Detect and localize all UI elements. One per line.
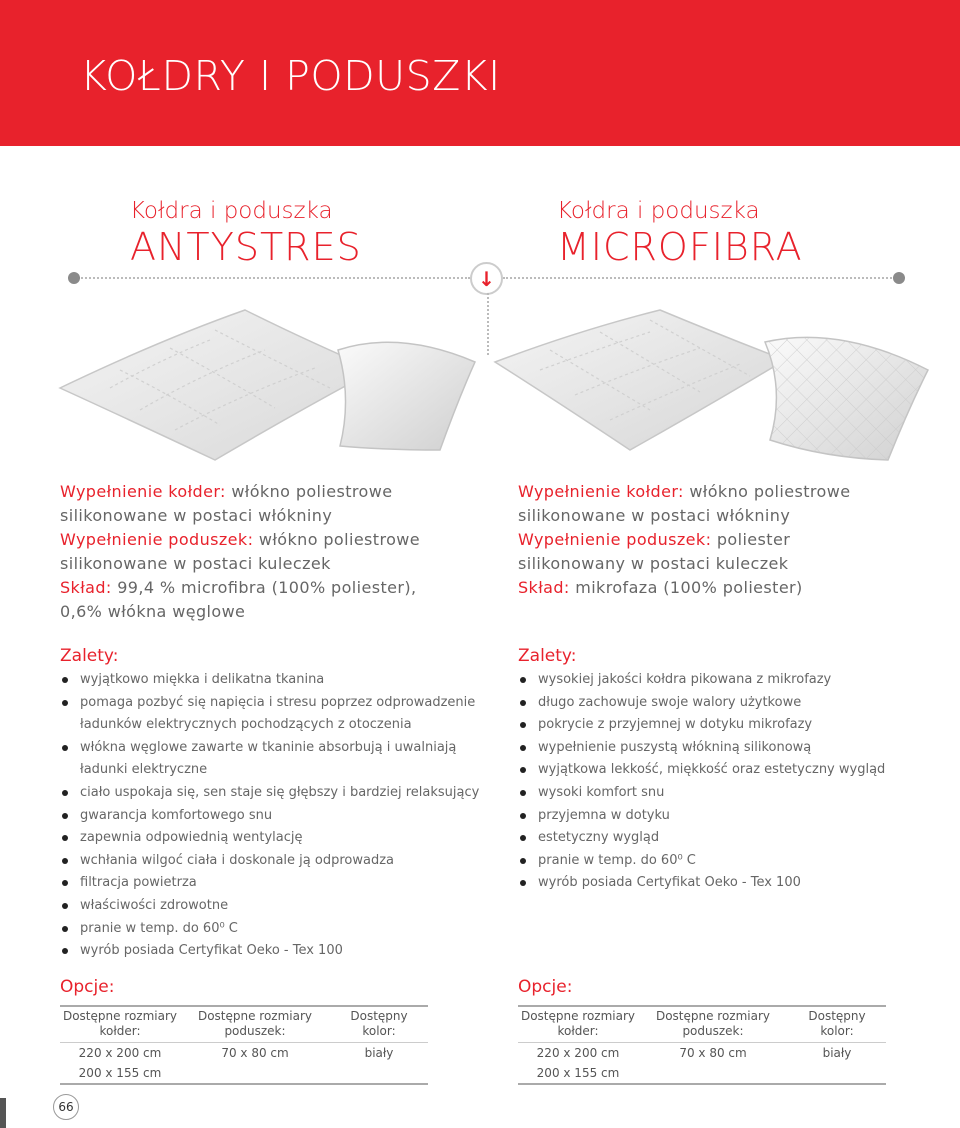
col-header-pillow-sizes: Dostępne rozmiary poduszek: [180, 1006, 330, 1043]
product-subtitle-right: Kołdra i poduszka [557, 198, 760, 224]
list-item: włókna węglowe zawarte w tkaninie absorbują i uwalniają [60, 737, 490, 760]
product-subtitle-left: Kołdra i poduszka [130, 198, 333, 224]
page-edge-bar [0, 1098, 6, 1128]
list-item: wypełnienie puszystą włókniną silikonową [518, 737, 938, 760]
table-cell [638, 1063, 788, 1084]
list-item: estetyczny wygląd [518, 827, 938, 850]
quilted-pillow-right [765, 337, 928, 460]
fill-duvet-value: włókno poliestrowe [225, 482, 393, 501]
microfibra-product-image [490, 300, 940, 470]
page-title: KOŁDRY I PODUSZKI [80, 52, 501, 100]
table-cell: 200 x 155 cm [60, 1063, 180, 1084]
list-item: ciało uspokaja się, sen staje się głębszy i bardziej relaksujący [60, 782, 490, 805]
list-item: ﬁltracja powietrza [60, 872, 490, 895]
table-cell [788, 1063, 886, 1084]
duvet-left [60, 310, 375, 460]
table-cell: 70 x 80 cm [679, 1046, 747, 1060]
list-item: wyjątkowo miękka i delikatna tkanina [60, 669, 490, 692]
composition-label: Skład: [518, 578, 570, 597]
table-cell: 70 x 80 cm [221, 1046, 289, 1060]
desc-line: silikonowane w postaci włókniny [518, 506, 791, 525]
col-header-color: Dostępny kolor: [330, 1006, 428, 1043]
table-row [518, 1063, 886, 1084]
divider-dot-left [68, 272, 80, 284]
col-header-pillow-sizes: Dostępne rozmiary poduszek: [638, 1006, 788, 1043]
list-item: pokrycie z przyjemnej w dotyku mikrofazy [518, 714, 938, 737]
divider-line-right [503, 277, 899, 279]
list-item: przyjemna w dotyku [518, 805, 938, 828]
pillow-left [338, 342, 475, 450]
antystres-description [60, 480, 420, 624]
table-cell: 220 x 200 cm [536, 1046, 620, 1060]
table-row [518, 1043, 886, 1064]
table-cell: 200 x 155 cm [518, 1063, 638, 1084]
list-item: gwarancja komfortowego snu [60, 805, 490, 828]
desc-line: silikonowane w postaci włókniny [60, 506, 333, 525]
fill-pillow-value: włókno poliestrowe [253, 530, 421, 549]
options-table-right [518, 1005, 886, 1085]
advantages-list-right [518, 669, 938, 895]
table-cell: biały [822, 1046, 852, 1060]
product-name-left: ANTYSTRES [130, 225, 362, 269]
fill-pillow-value: poliester [711, 530, 791, 549]
list-item: pranie w temp. do 60⁰ C [518, 850, 938, 873]
microfibra-description [518, 480, 850, 600]
col-header-duvet-sizes: Dostępne rozmiary kołder: [60, 1006, 180, 1043]
advantages-heading-right: Zalety: [518, 646, 577, 666]
arrow-down-icon: ↓ [478, 266, 495, 291]
list-item: ładunków elektrycznych pochodzących z otoczenia [80, 717, 412, 733]
list-item: właściwości zdrowotne [60, 895, 490, 918]
list-item: wyjątkowa lekkość, miękkość oraz estetyczny wygląd [518, 759, 938, 782]
composition-value: mikrofaza (100% poliester) [569, 578, 803, 597]
table-cell [330, 1063, 428, 1084]
fill-duvet-value: włókno poliestrowe [683, 482, 851, 501]
list-item: pranie w temp. do 60⁰ C [60, 918, 490, 941]
divider-dot-right [893, 272, 905, 284]
col-header-duvet-sizes: Dostępne rozmiary kołder: [518, 1006, 638, 1043]
composition-value: 99,4 % microﬁbra (100% poliester), [111, 578, 417, 597]
list-item: wysoki komfort snu [518, 782, 938, 805]
divider-vertical-line [487, 293, 489, 355]
list-item: wysokiej jakości kołdra pikowana z mikrofazy [518, 669, 938, 692]
desc-line: silikonowany w postaci kuleczek [518, 554, 789, 573]
list-item: zapewnia odpowiednią wentylację [60, 827, 490, 850]
antystres-product-image [40, 300, 480, 470]
page-number: 66 [53, 1094, 79, 1120]
table-cell [180, 1063, 330, 1084]
desc-line: 0,6% włókna węglowe [60, 602, 246, 621]
product-name-right: MICROFIBRA [557, 225, 803, 269]
desc-line: silikonowane w postaci kuleczek [60, 554, 331, 573]
list-item: długo zachowuje swoje walory użytkowe [518, 692, 938, 715]
duvet-right [495, 310, 785, 450]
col-header-color: Dostępny kolor: [788, 1006, 886, 1043]
options-heading-left: Opcje: [60, 977, 115, 997]
table-row [60, 1063, 428, 1084]
composition-label: Skład: [60, 578, 112, 597]
fill-duvet-label: Wypełnienie kołder: [518, 482, 684, 501]
options-table-left [60, 1005, 428, 1085]
divider-line-left [78, 277, 470, 279]
list-item: wyrób posiada Certyﬁkat Oeko - Tex 100 [60, 940, 490, 963]
header-banner [0, 0, 960, 146]
list-item: ładunki elektryczne [80, 762, 208, 778]
table-cell: 220 x 200 cm [78, 1046, 162, 1060]
options-heading-right: Opcje: [518, 977, 573, 997]
table-cell: biały [364, 1046, 394, 1060]
table-row [60, 1043, 428, 1064]
advantages-list-left [60, 669, 490, 963]
list-item: wyrób posiada Certyﬁkat Oeko - Tex 100 [518, 872, 938, 895]
fill-duvet-label: Wypełnienie kołder: [60, 482, 226, 501]
divider-center [470, 262, 503, 295]
list-item: wchłania wilgoć ciała i doskonale ją odprowadza [60, 850, 490, 873]
list-item: pomaga pozbyć się napięcia i stresu poprzez odprowadzenie [60, 692, 490, 715]
fill-pillow-label: Wypełnienie poduszek: [60, 530, 254, 549]
advantages-heading-left: Zalety: [60, 646, 119, 666]
fill-pillow-label: Wypełnienie poduszek: [518, 530, 712, 549]
